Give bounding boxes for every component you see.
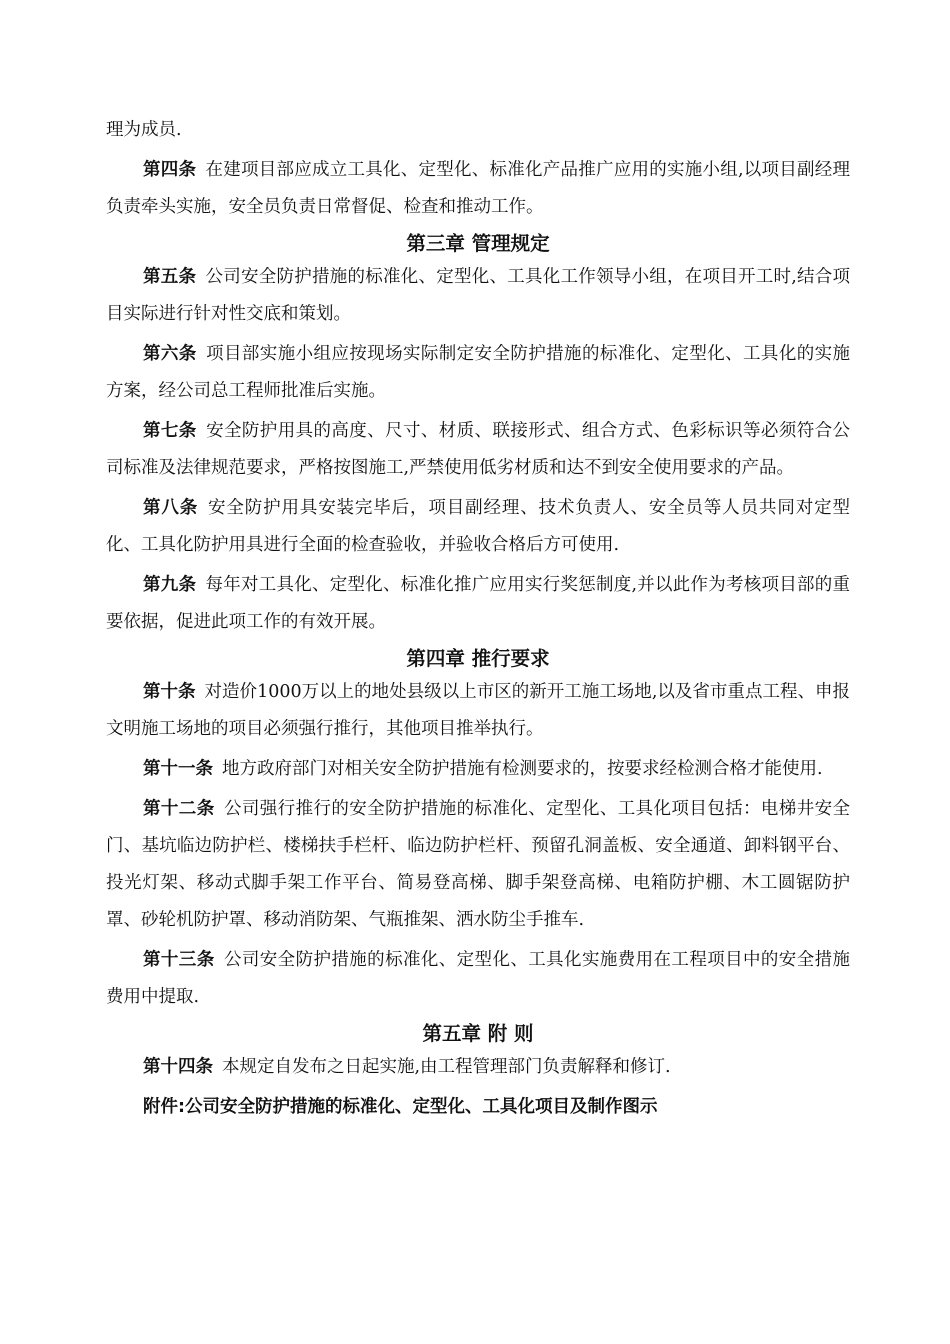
article-number: 第八条 xyxy=(143,498,199,518)
paragraph-continuation xyxy=(106,112,850,149)
article-text: 公司安全防护措施的标准化、定型化、工具化工作领导小组，在项目开工时,结合项目实际进行针对性交底和策划。 xyxy=(106,267,851,324)
article-number: 第十二条 xyxy=(143,799,215,819)
article-text: 项目部实施小组应按现场实际制定安全防护措施的标准化、定型化、工具化的实施方案，经公司总工程师批准后实施。 xyxy=(106,344,851,401)
article-number: 第七条 xyxy=(143,421,197,441)
article-number: 第六条 xyxy=(143,344,197,364)
article-7 xyxy=(106,413,850,487)
article-8 xyxy=(106,490,850,564)
article-number: 第九条 xyxy=(143,575,197,595)
chapter-heading-3: 第三章 管理规定 xyxy=(406,232,550,255)
attachment-note: 附件:公司安全防护措施的标准化、定型化、工具化项目及制作图示 xyxy=(143,1097,658,1117)
article-11 xyxy=(106,751,850,788)
article-text: 安全防护用具的高度、尺寸、材质、联接形式、组合方式、色彩标识等必须符合公司标准及法律规范要求，严格按图施工,严禁使用低劣材质和达不到安全使用要求的产品。 xyxy=(106,421,851,478)
article-number: 第十四条 xyxy=(143,1057,213,1077)
article-text: 地方政府部门对相关安全防护措施有检测要求的，按要求经检测合格才能使用. xyxy=(222,759,823,779)
article-text: 公司强行推行的安全防护措施的标准化、定型化、工具化项目包括：电梯井安全门、基坑临边防护栏、楼梯扶手栏杆、临边防护栏杆、预留孔洞盖板、安全通道、卸料钢平台、投光灯架、移动式脚手架工作平台、简易登高梯、脚手架登高梯、电箱防护棚、木工圆锯防护罩、砂轮机防护罩、移动消防架、气瓶推架、洒水防尘手推车. xyxy=(106,799,851,930)
article-10 xyxy=(106,674,850,748)
article-text: 公司安全防护措施的标准化、定型化、工具化实施费用在工程项目中的安全措施费用中提取. xyxy=(106,950,851,1007)
paragraph-text: 理为成员. xyxy=(106,120,182,140)
article-9 xyxy=(106,567,850,641)
article-number: 第十一条 xyxy=(143,759,213,779)
chapter-heading-4: 第四章 推行要求 xyxy=(406,647,550,670)
article-6 xyxy=(106,336,850,410)
article-text: 在建项目部应成立工具化、定型化、标准化产品推广应用的实施小组,以项目副经理负责牵头实施，安全员负责日常督促、检查和推动工作。 xyxy=(106,160,851,217)
article-5 xyxy=(106,259,850,333)
article-text: 每年对工具化、定型化、标准化推广应用实行奖惩制度,并以此作为考核项目部的重要依据，促进此项工作的有效开展。 xyxy=(106,575,851,632)
article-number: 第四条 xyxy=(143,160,197,180)
chapter-heading-5: 第五章 附 则 xyxy=(422,1022,534,1045)
article-4 xyxy=(106,152,850,226)
article-12 xyxy=(106,791,850,939)
article-text: 安全防护用具安装完毕后，项目副经理、技术负责人、安全员等人员共同对定型化、工具化防护用具进行全面的检查验收，并验收合格后方可使用. xyxy=(106,498,851,555)
article-text: 对造价1000万以上的地处县级以上市区的新开工施工场地,以及省市重点工程、申报文明施工场地的项目必须强行推行，其他项目推举执行。 xyxy=(106,682,850,739)
article-number: 第十条 xyxy=(143,682,196,702)
article-13 xyxy=(106,942,850,1016)
article-14 xyxy=(106,1049,850,1086)
article-number: 第十三条 xyxy=(143,950,215,970)
article-text: 本规定自发布之日起实施,由工程管理部门负责解释和修订. xyxy=(222,1057,671,1077)
article-number: 第五条 xyxy=(143,267,197,287)
